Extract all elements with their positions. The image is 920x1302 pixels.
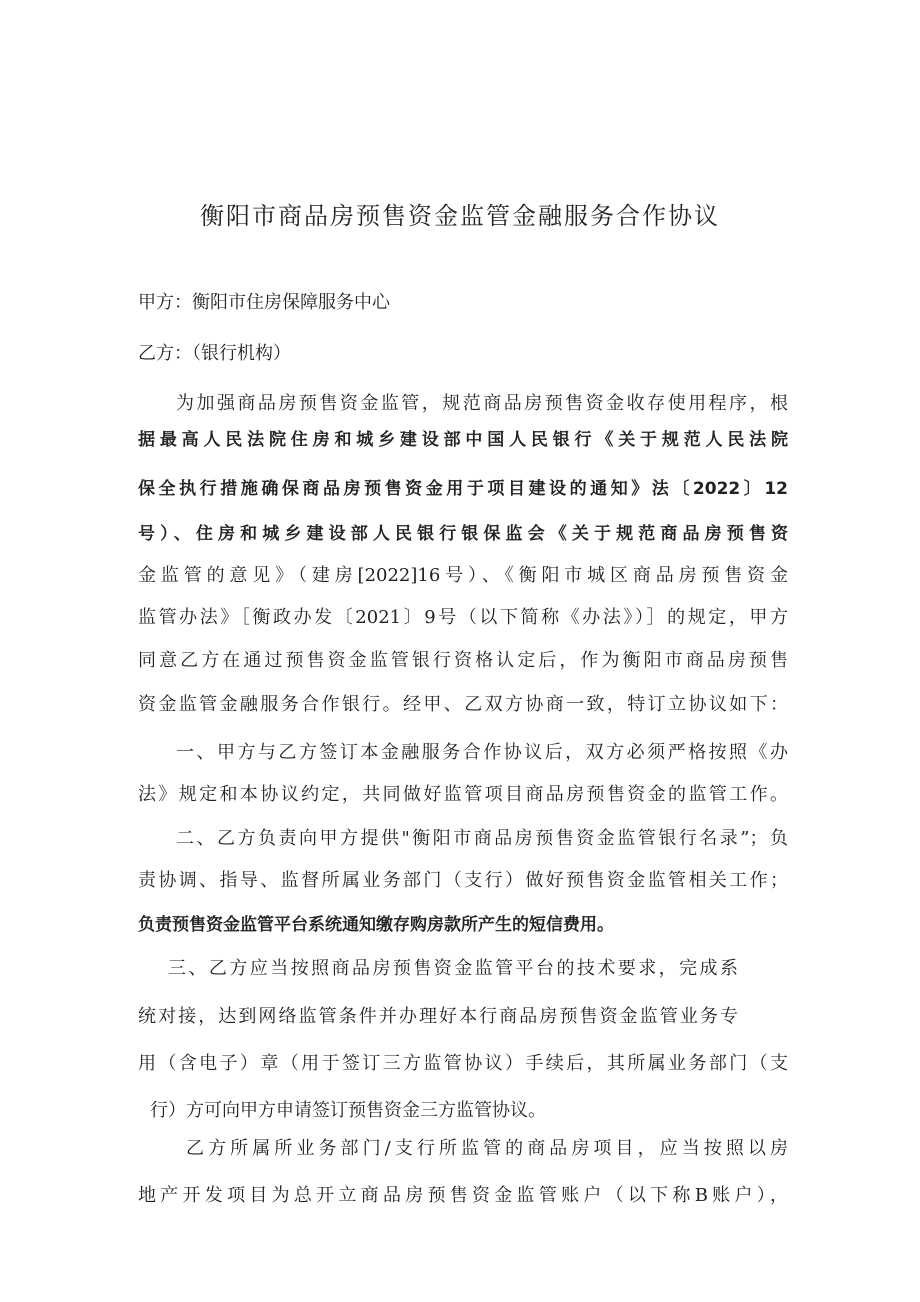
party-b: 乙方：（银行机构） <box>138 343 291 364</box>
clause-3-line: 统对接，达到网络监管条件并办理好本行商品房预售资金监管业务专 <box>138 1006 738 1027</box>
paragraph-line: 资金监管金融服务合作银行。经甲、乙双方协商一致，特订立协议如下： <box>138 694 788 715</box>
paragraph-line: 为加强商品房预售资金监管，规范商品房预售资金收存使用程序，根 <box>176 393 788 414</box>
clause-2-line: 负责预售资金监管平台系统通知缴存购房款所产生的短信费用。 <box>138 915 614 935</box>
clause-3-line: 三、乙方应当按照商品房预售资金监管平台的技术要求，完成系 <box>168 958 738 979</box>
party-a: 甲方：衡阳市住房保障服务中心 <box>138 292 390 313</box>
paragraph-line: 同意乙方在通过预售资金监管银行资格认定后，作为衡阳市商品房预售 <box>138 650 788 671</box>
paragraph-line: 号）、住房和城乡建设部人民银行银保监会《关于规范商品房预售资 <box>138 524 788 544</box>
paragraph-line: 据最高人民法院住房和城乡建设部中国人民银行《关于规范人民法院 <box>138 430 788 450</box>
paragraph-line: 监管办法》［衡政办发〔2021〕9号（以下简称《办法》）］的规定，甲方 <box>138 607 788 628</box>
paragraph-line: 乙方所属所业务部门/支行所监管的商品房项目，应当按照以房 <box>186 1138 788 1159</box>
clause-1-line: 一、甲方与乙方签订本金融服务合作协议后，双方必须严格按照《办 <box>176 742 788 763</box>
paragraph-line: 保全执行措施确保商品房预售资金用于项目建设的通知》法〔2022〕12 <box>138 479 788 499</box>
document-title: 衡阳市商品房预售资金监管金融服务合作协议 <box>200 202 720 230</box>
clause-2-line: 二、乙方负责向甲方提供"衡阳市商品房预售资金监管银行名录”；负 <box>176 828 788 849</box>
clause-3-line: 行）方可向甲方申请签订预售资金三方监管协议。 <box>150 1100 546 1121</box>
clause-1-line: 法》规定和本协议约定，共同做好监管项目商品房预售资金的监管工作。 <box>138 784 788 805</box>
paragraph-line: 金监管的意见》（建房[2022]16号）、《衡阳市城区商品房预售资金 <box>138 565 788 586</box>
paragraph-line: 地产开发项目为总开立商品房预售资金监管账户（以下称B账户）， <box>138 1185 788 1206</box>
clause-3-line: 用（含电子）章（用于签订三方监管协议）手续后，其所属业务部门（支 <box>138 1053 788 1074</box>
clause-2-line: 责协调、指导、监督所属业务部门（支行）做好预售资金监管相关工作； <box>138 870 788 891</box>
